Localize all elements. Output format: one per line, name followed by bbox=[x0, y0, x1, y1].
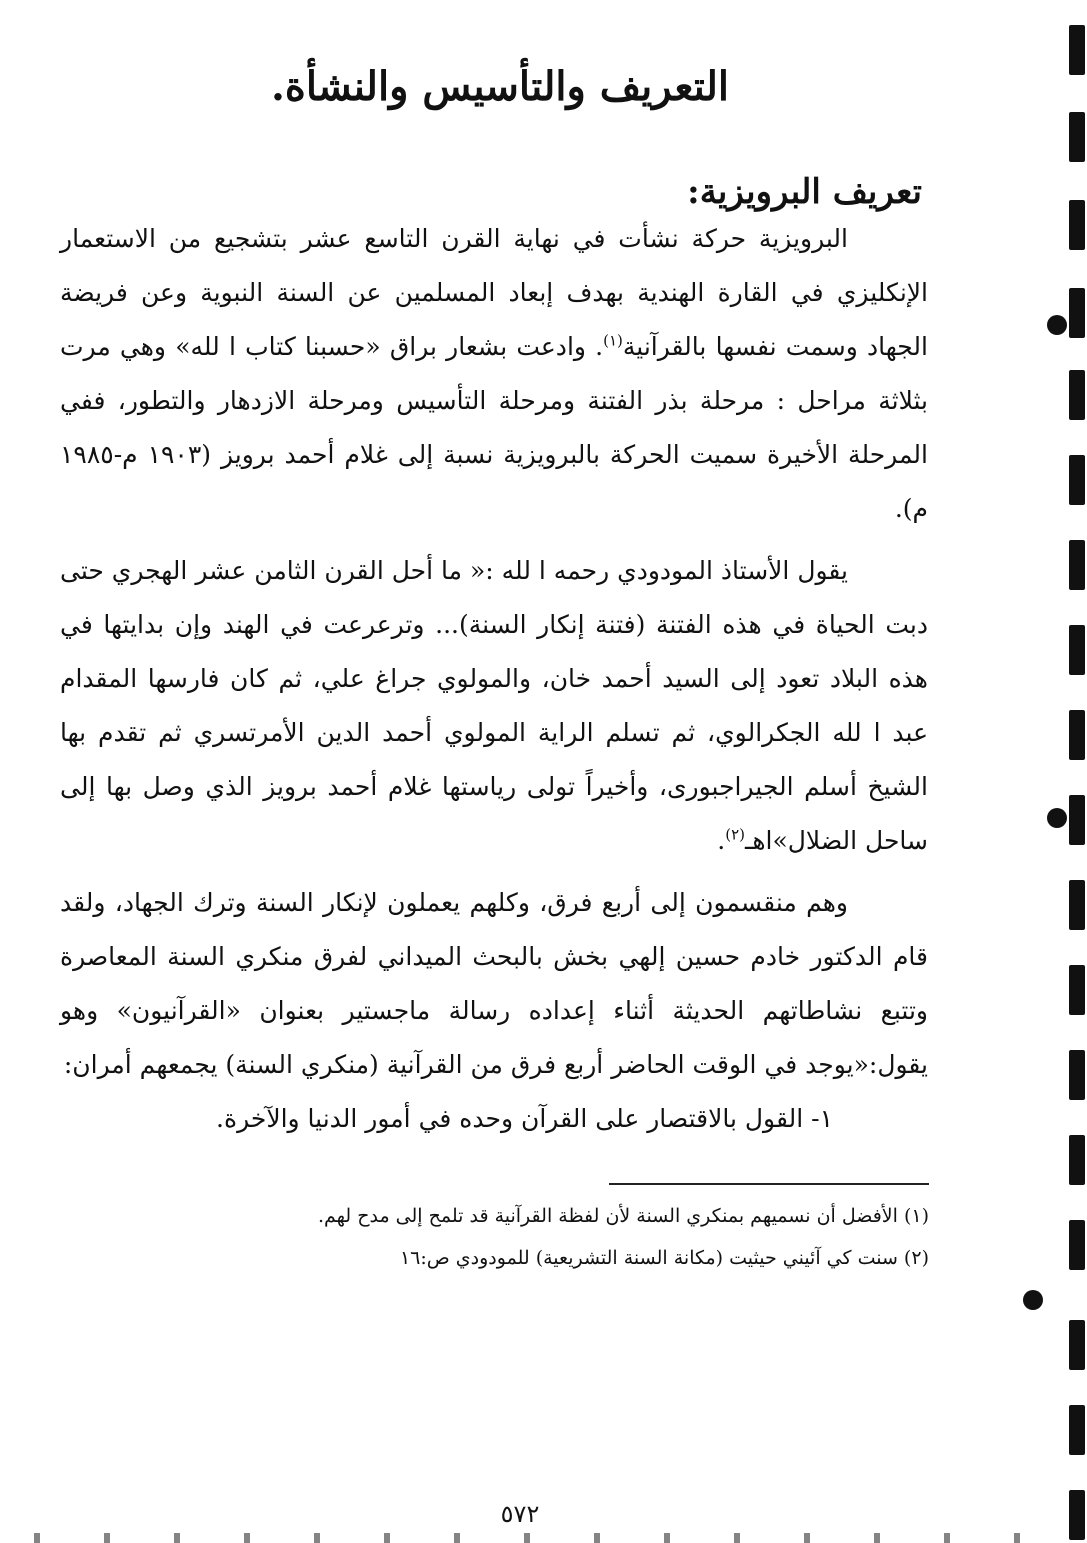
footnote-ref-1[interactable]: (١) bbox=[603, 331, 623, 350]
page-title: التعريف والتأسيس والنشأة. bbox=[270, 62, 730, 110]
paragraph-1 bbox=[60, 212, 928, 536]
footnote-1: (١) الأفضل أن نسميهم بمنكري السنة لأن لفظة القرآنية قد تلمح إلى مدح لهم. bbox=[317, 1205, 929, 1227]
binding-hole-mark bbox=[1069, 112, 1085, 162]
paragraph-2 bbox=[60, 544, 928, 868]
binding-hole-mark bbox=[1069, 455, 1085, 505]
binding-strip bbox=[1027, 0, 1087, 1543]
paragraph-1-continuation: . وادعت بشعار براق «حسبنا كتاب ا لله» وهي مرت بثلاثة مراحل : مرحلة بذر الفتنة ومرحلة التأسيس ومرحلة الازدهار والتطور، ففي المرحلة الأخيرة سميت الحركة بالبرويزية نسبة إلى غلام أحمد برويز (١٩٠٣ م-١٩٨٥ م). bbox=[60, 332, 928, 523]
binding-hole-mark bbox=[1069, 1050, 1085, 1100]
binding-hole-mark bbox=[1069, 795, 1085, 845]
page-number: ٥٧٢ bbox=[500, 1500, 540, 1528]
binding-hole-mark bbox=[1069, 965, 1085, 1015]
section-heading: تعريف البرويزية: bbox=[687, 172, 922, 213]
binding-hole-mark bbox=[1069, 1135, 1085, 1185]
paragraph-2-continuation: . bbox=[717, 826, 726, 855]
paragraph-1-text: البرويزية حركة نشأت في نهاية القرن التاسع عشر بتشجيع من الاستعمار الإنكليزي في القارة الهندية بهدف إبعاد المسلمين عن السنة النبوية وعن فريضة الجهاد وسمت نفسها بالقرآنية bbox=[60, 224, 928, 361]
binding-hole-mark bbox=[1069, 25, 1085, 75]
paragraph-3-text: وهم منقسمون إلى أربع فرق، وكلهم يعملون لإنكار السنة وترك الجهاد، ولقد قام الدكتور خادم حسين إلهي بخش بالبحث الميداني لفرق منكري السنة المعاصرة وتتبع نشاطاتهم الحديثة أثناء إعداده رسالة ماجستير بعنوان «القرآنيون» وهو يقول:«يوجد في الوقت الحاضر أربع فرق من القرآنية (منكري السنة) يجمعهم أمران: bbox=[60, 888, 928, 1079]
footnotes bbox=[229, 1195, 929, 1279]
binding-hole-mark bbox=[1069, 1220, 1085, 1270]
scan-edge-artifact bbox=[0, 1533, 1050, 1543]
footnote-ref-2[interactable]: (٢) bbox=[725, 825, 746, 844]
list-item-1: ١- القول بالاقتصار على القرآن وحده في أمور الدنيا والآخرة. bbox=[216, 1104, 833, 1133]
body-text bbox=[60, 212, 928, 1146]
binding-hole-mark bbox=[1069, 1405, 1085, 1455]
binding-hole-mark bbox=[1069, 880, 1085, 930]
binding-hole-mark bbox=[1069, 1320, 1085, 1370]
binding-hole-mark bbox=[1069, 540, 1085, 590]
binding-dot-mark bbox=[1047, 808, 1067, 828]
binding-hole-mark bbox=[1069, 625, 1085, 675]
binding-hole-mark bbox=[1069, 288, 1085, 338]
binding-dot-mark bbox=[1023, 1290, 1043, 1310]
paragraph-2-text: يقول الأستاذ المودودي رحمه ا لله :« ما أحل القرن الثامن عشر الهجري حتى دبت الحياة في هذه الفتنة (فتنة إنكار السنة)... وترعرعت في الهند وإن بدايتها في هذه البلاد تعود إلى السيد أحمد خان، والمولوي جراغ علي، ثم كان فارسها المقدام عبد ا لله الجكرالوي، ثم تسلم الراية المولوي أحمد الدين الأمرتسري ثم تقدم بها الشيخ أسلم الجيراجبورى، وأخيراً تولى رياستها غلام أحمد برويز الذي وصل بها إلى ساحل الضلال»اهـ bbox=[60, 556, 928, 855]
binding-dot-mark bbox=[1047, 315, 1067, 335]
binding-hole-mark bbox=[1069, 370, 1085, 420]
paragraph-3 bbox=[60, 876, 928, 1092]
binding-hole-mark bbox=[1069, 710, 1085, 760]
footnote-2: (٢) سنت كي آئيني حيثيت (مكانة السنة التشريعية) للمودودي ص:١٦ bbox=[399, 1247, 929, 1269]
binding-hole-mark bbox=[1069, 200, 1085, 250]
binding-hole-mark bbox=[1069, 1490, 1085, 1540]
footnote-divider bbox=[609, 1183, 929, 1185]
